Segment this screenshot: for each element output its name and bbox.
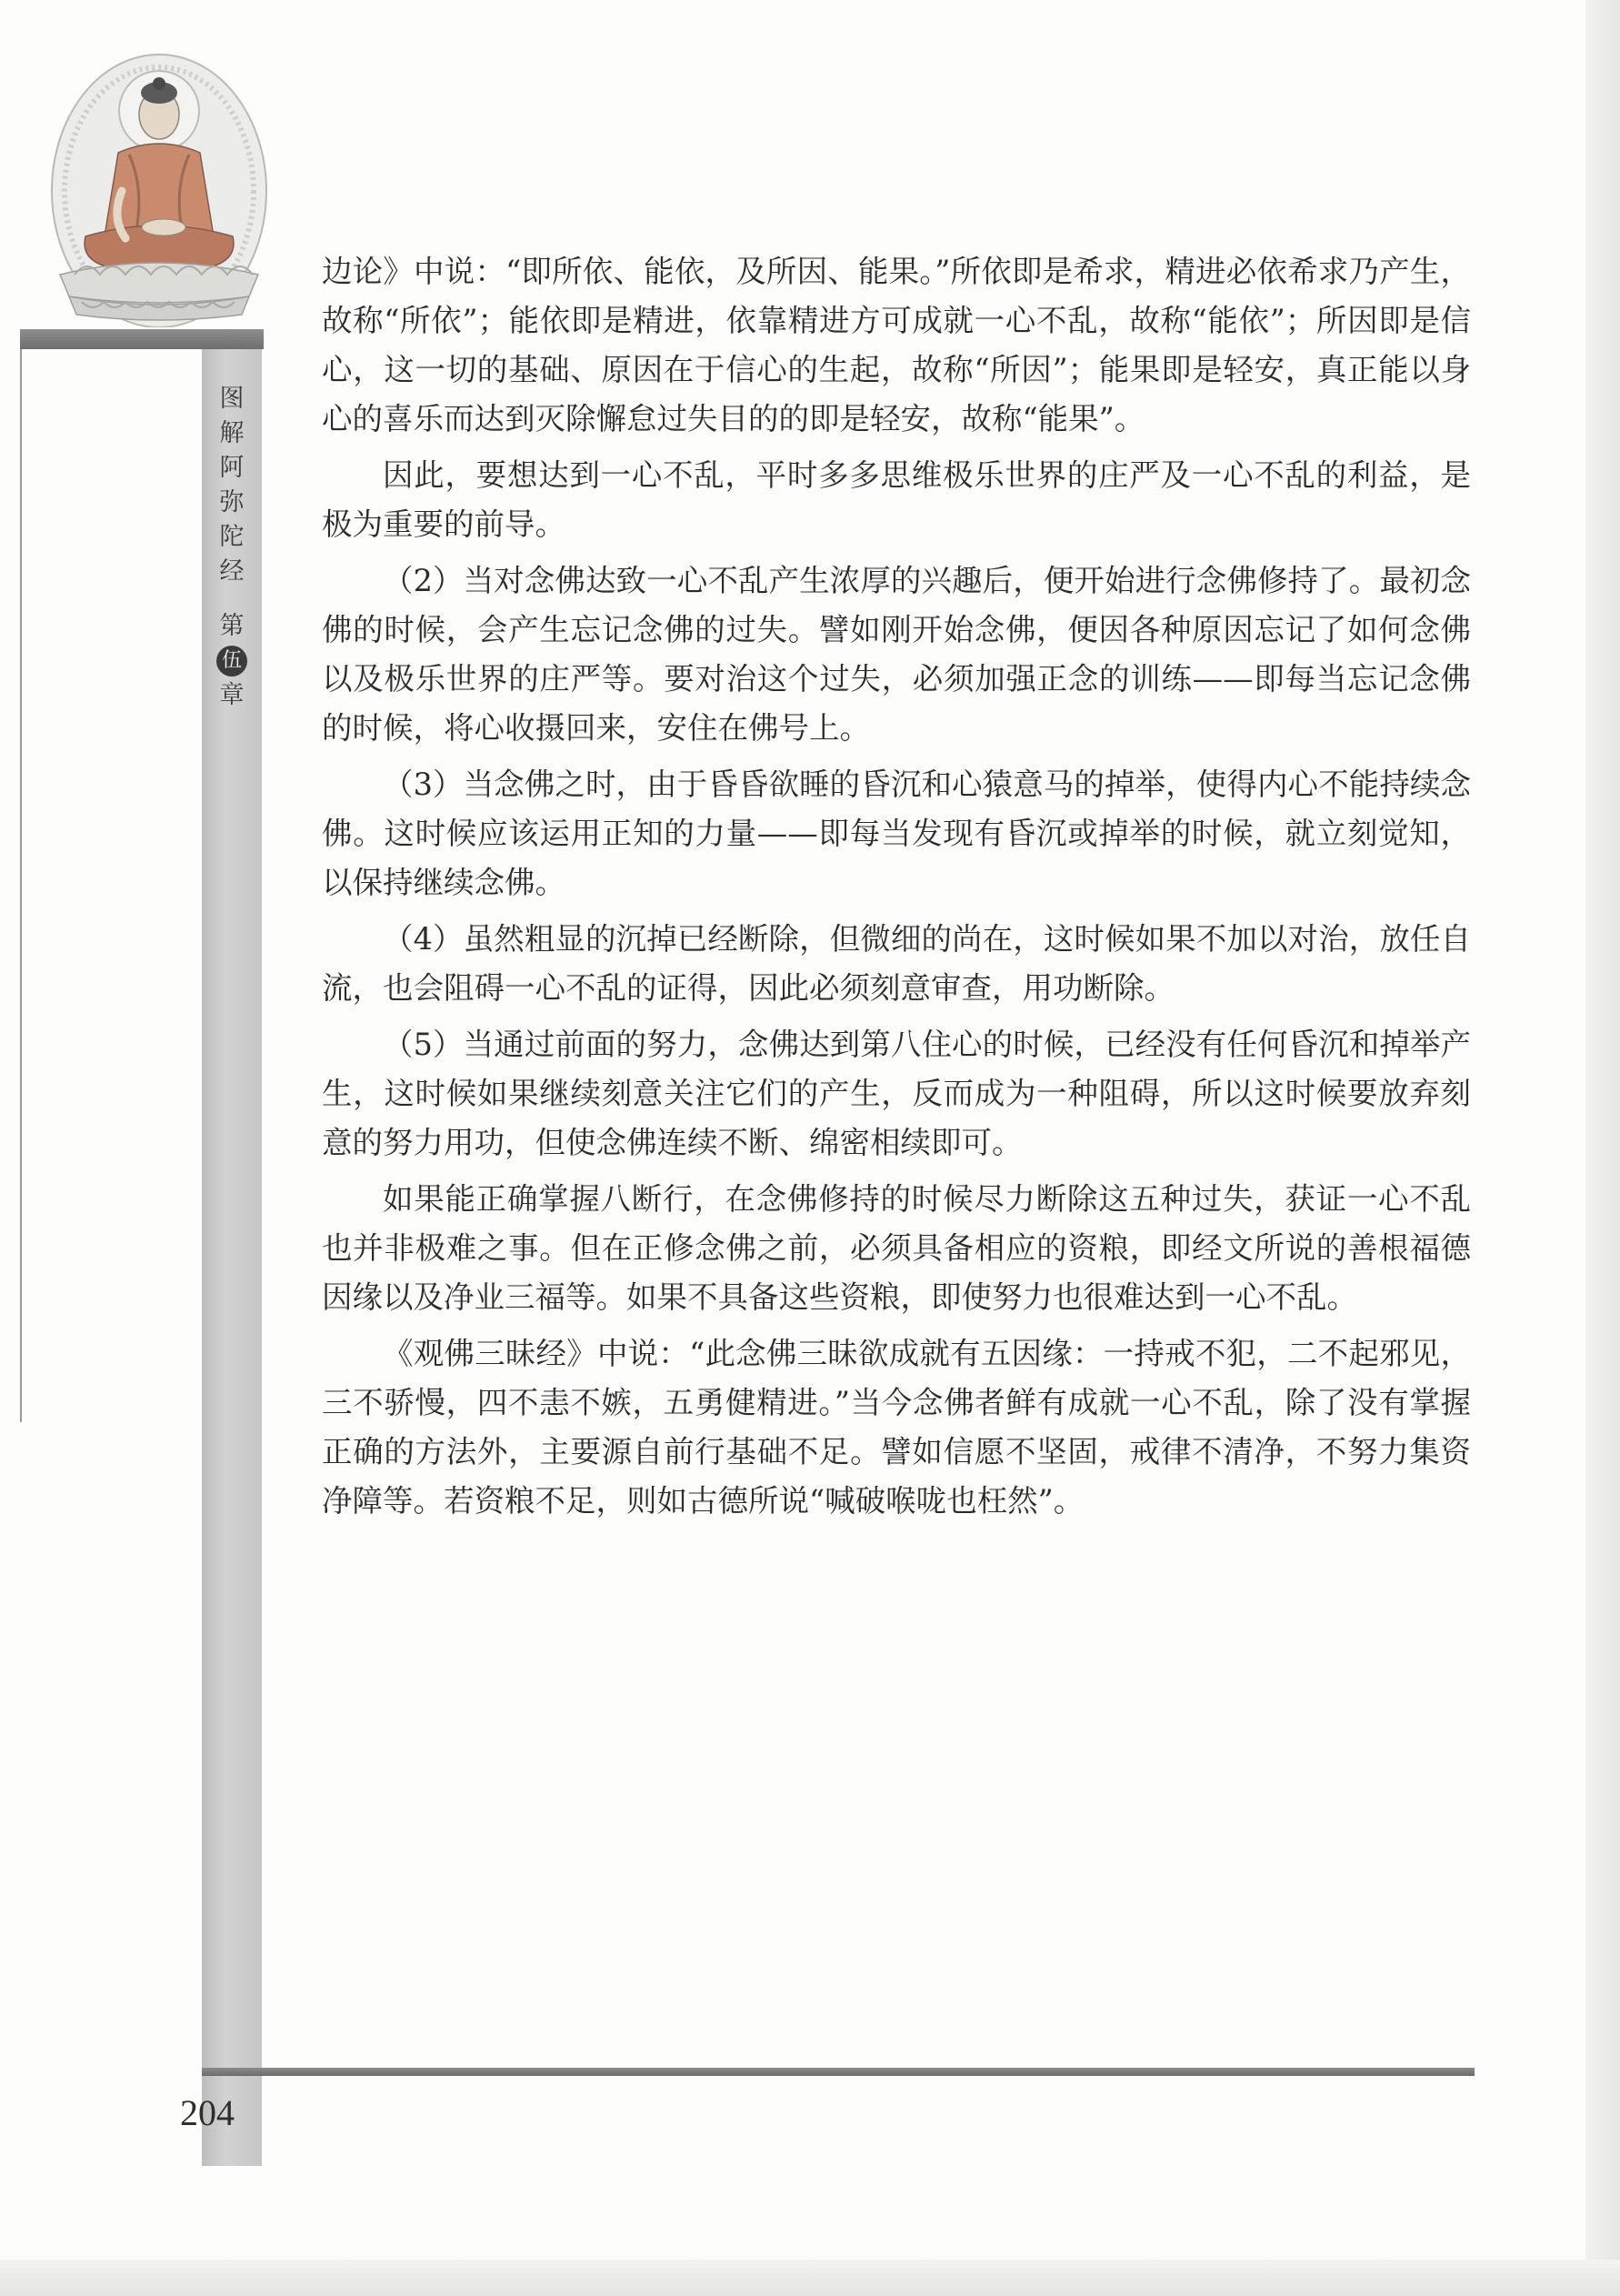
paragraph: 边论》中说：“即所依、能依，及所因、能果。”所依即是希求，精进必依希求乃产生，故称“所依”；能依即是精进，依靠精进方可成就一心不乱，故称“能依”；所因即是信心，这一切的基础、原因在于信心的生起，故称“所因”；能果即是轻安，真正能以身心的喜乐而达到灭除懈怠过失目的的即是轻安，故称“能果”。 <box>322 254 1471 436</box>
paragraph: 如果能正确掌握八断行，在念佛修持的时候尽力断除这五种过失，获证一心不乱也并非极难之事。但在正修念佛之前，必须具备相应的资粮，即经文所说的善根福德因缘以及净业三福等。如果不具备这些资粮，即使努力也很难达到一心不乱。 <box>322 1181 1471 1315</box>
sidebar-title-char: 解 <box>219 419 245 447</box>
chapter-number-badge: 伍 <box>216 646 247 677</box>
sidebar-title-char: 阿 <box>219 454 245 482</box>
paragraph: （5）当通过前面的努力，念佛达到第八住心的时候，已经没有任何昏沉和掉举产生，这时候如果继续刻意关注它们的产生，反而成为一种阻碍，所以这时候要放弃刻意的努力用功，但使念佛连续不断、绵密相续即可。 <box>322 1027 1471 1160</box>
page-bottom-edge <box>0 2260 1620 2296</box>
header-bar <box>20 329 264 349</box>
chapter-prefix: 第 <box>219 612 245 640</box>
chapter-suffix: 章 <box>219 681 245 709</box>
paragraph: （2）当对念佛达致一心不乱产生浓厚的兴趣后，便开始进行念佛修持了。最初念佛的时候，会产生忘记念佛的过失。譬如刚开始念佛，便因各种原因忘记了如何念佛以及极乐世界的庄严等。要对治这个过失，必须加强正念的训练——即每当忘记念佛的时候，将心收摄回来，安住在佛号上。 <box>322 563 1471 746</box>
sidebar-title-char: 经 <box>219 557 245 586</box>
buddha-illustration <box>27 36 291 327</box>
body-text <box>322 247 1471 1533</box>
paragraph: （4）虽然粗显的沉掉已经断除，但微细的尚在，这时候如果不加以对治，放任自流，也会阻碍一心不乱的证得，因此必须刻意审查，用功断除。 <box>322 921 1471 1006</box>
page-number: 204 <box>180 2092 235 2133</box>
sidebar-title-char: 弥 <box>219 488 245 516</box>
paragraph: 因此，要想达到一心不乱，平时多多思维极乐世界的庄严及一心不乱的利益，是极为重要的前导。 <box>322 457 1471 542</box>
footer-rule <box>202 2068 1475 2076</box>
sidebar-title <box>202 382 262 713</box>
paragraph: 《观佛三昧经》中说：“此念佛三昧欲成就有五因缘：一持戒不犯，二不起邪见，三不骄慢，四不恚不嫉，五勇健精进。”当今念佛者鲜有成就一心不乱，除了没有掌握正确的方法外，主要源自前行基础不足。譬如信愿不坚固，戒律不清净，不努力集资净障等。若资粮不足，则如古德所说“喊破喉咙也枉然”。 <box>322 1336 1471 1519</box>
sidebar-left-line <box>20 349 22 1422</box>
sidebar-title-char: 陀 <box>219 523 245 551</box>
sidebar-title-char: 图 <box>219 385 245 413</box>
paragraph: （3）当念佛之时，由于昏昏欲睡的昏沉和心猿意马的掉举，使得内心不能持续念佛。这时候应该运用正知的力量——即每当发现有昏沉或掉举的时候，就立刻觉知，以保持继续念佛。 <box>322 767 1471 900</box>
page-right-edge <box>1585 0 1620 2296</box>
